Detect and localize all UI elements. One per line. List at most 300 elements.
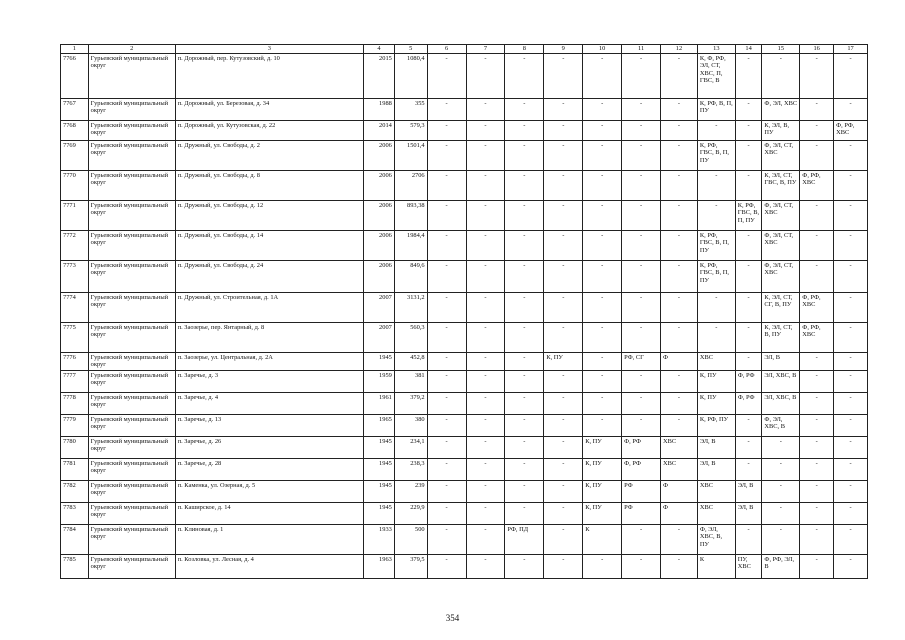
cell-okrug: Гурьевский муниципальный округ	[88, 322, 175, 352]
cell-c8: -	[505, 53, 544, 98]
cell-c6: -	[427, 98, 466, 120]
cell-area: 893,38	[394, 200, 427, 230]
cell-id: 7768	[61, 120, 89, 140]
cell-c6: -	[427, 458, 466, 480]
cell-c13: К, РФ, ГВС, В, П, ПУ	[697, 260, 735, 292]
cell-c7: -	[466, 292, 505, 322]
cell-c8: -	[505, 392, 544, 414]
cell-c12: -	[661, 292, 698, 322]
cell-c9: -	[544, 480, 583, 502]
cell-id: 7778	[61, 392, 89, 414]
cell-okrug: Гурьевский муниципальный округ	[88, 98, 175, 120]
cell-id: 7775	[61, 322, 89, 352]
cell-c16: -	[800, 480, 834, 502]
cell-c17: -	[834, 140, 868, 170]
cell-c11: -	[622, 53, 661, 98]
cell-c9: К, ПУ	[544, 352, 583, 370]
column-number-3: 3	[175, 45, 363, 54]
cell-year: 2006	[364, 230, 395, 260]
cell-area: 560,3	[394, 322, 427, 352]
cell-c6: -	[427, 352, 466, 370]
cell-c16: -	[800, 392, 834, 414]
cell-id: 7774	[61, 292, 89, 322]
column-number-11: 11	[622, 45, 661, 54]
cell-c10: -	[583, 53, 622, 98]
cell-c8: -	[505, 436, 544, 458]
cell-address: п. Каширское, д. 14	[175, 502, 363, 524]
cell-area: 3131,2	[394, 292, 427, 322]
cell-c10: -	[583, 230, 622, 260]
cell-c9: -	[544, 392, 583, 414]
cell-c15: -	[762, 458, 800, 480]
cell-address: п. Козловка, ул. Лесная, д. 4	[175, 554, 363, 578]
cell-okrug: Гурьевский муниципальный округ	[88, 120, 175, 140]
cell-c11: Ф, РФ	[622, 458, 661, 480]
cell-c10: К, ПУ	[583, 480, 622, 502]
cell-c11: -	[622, 392, 661, 414]
cell-okrug: Гурьевский муниципальный округ	[88, 370, 175, 392]
cell-c9: -	[544, 260, 583, 292]
cell-id: 7769	[61, 140, 89, 170]
cell-okrug: Гурьевский муниципальный округ	[88, 458, 175, 480]
cell-c14: -	[735, 292, 762, 322]
cell-c9: -	[544, 120, 583, 140]
cell-c9: -	[544, 200, 583, 230]
cell-c10: -	[583, 414, 622, 436]
cell-c15: К, ЭЛ, В, ПУ	[762, 120, 800, 140]
cell-year: 1963	[364, 554, 395, 578]
cell-c6: -	[427, 260, 466, 292]
cell-okrug: Гурьевский муниципальный округ	[88, 230, 175, 260]
cell-c8: -	[505, 502, 544, 524]
cell-address: п. Заречье, д. 13	[175, 414, 363, 436]
cell-c6: -	[427, 120, 466, 140]
cell-c10: -	[583, 292, 622, 322]
cell-c11: РФ	[622, 502, 661, 524]
cell-c8: -	[505, 458, 544, 480]
cell-c16: -	[800, 436, 834, 458]
cell-c9: -	[544, 98, 583, 120]
cell-c17: -	[834, 292, 868, 322]
cell-c16: -	[800, 230, 834, 260]
cell-c14: -	[735, 170, 762, 200]
table-row	[61, 392, 868, 414]
cell-c6: -	[427, 502, 466, 524]
cell-c10: -	[583, 140, 622, 170]
cell-year: 1945	[364, 458, 395, 480]
cell-year: 1961	[364, 392, 395, 414]
cell-c16: -	[800, 370, 834, 392]
column-number-17: 17	[834, 45, 868, 54]
cell-area: 380	[394, 414, 427, 436]
cell-c17: -	[834, 524, 868, 554]
cell-c6: -	[427, 524, 466, 554]
cell-c10: К, ПУ	[583, 458, 622, 480]
cell-area: 500	[394, 524, 427, 554]
column-number-10: 10	[583, 45, 622, 54]
column-number-9: 9	[544, 45, 583, 54]
cell-address: п. Заозерье, ул. Центральная, д. 2А	[175, 352, 363, 370]
column-number-6: 6	[427, 45, 466, 54]
cell-c13: -	[697, 120, 735, 140]
cell-okrug: Гурьевский муниципальный округ	[88, 170, 175, 200]
cell-c15: ЭЛ, ХВС, В	[762, 392, 800, 414]
cell-year: 1988	[364, 98, 395, 120]
cell-year: 1945	[364, 502, 395, 524]
cell-c7: -	[466, 200, 505, 230]
cell-c11: -	[622, 140, 661, 170]
cell-address: п. Заозерье, пер. Янтарный, д. 8	[175, 322, 363, 352]
cell-c16: -	[800, 502, 834, 524]
cell-c7: -	[466, 260, 505, 292]
cell-c13: К, Ф, РФ, ЭЛ, СТ, ХВС, П, ГВС, В	[697, 53, 735, 98]
column-number-5: 5	[394, 45, 427, 54]
cell-c15: К, ЭЛ, СТ, В, ПУ	[762, 322, 800, 352]
cell-year: 1945	[364, 352, 395, 370]
cell-c14: ПУ, ХВС	[735, 554, 762, 578]
cell-id: 7776	[61, 352, 89, 370]
cell-c13: -	[697, 200, 735, 230]
cell-c17: -	[834, 554, 868, 578]
cell-c16: -	[800, 352, 834, 370]
cell-id: 7784	[61, 524, 89, 554]
cell-c15: ЭЛ, В	[762, 352, 800, 370]
cell-okrug: Гурьевский муниципальный округ	[88, 554, 175, 578]
cell-c14: -	[735, 260, 762, 292]
cell-c17: -	[834, 392, 868, 414]
cell-c7: -	[466, 502, 505, 524]
cell-c9: -	[544, 322, 583, 352]
cell-c15: -	[762, 480, 800, 502]
cell-address: п. Заречье, д. 28	[175, 458, 363, 480]
cell-c14: -	[735, 120, 762, 140]
cell-c13: -	[697, 170, 735, 200]
cell-c13: ХВС	[697, 352, 735, 370]
cell-address: п. Каменка, ул. Озерная, д. 5	[175, 480, 363, 502]
cell-c12: -	[661, 200, 698, 230]
table-row	[61, 292, 868, 322]
cell-okrug: Гурьевский муниципальный округ	[88, 200, 175, 230]
cell-okrug: Гурьевский муниципальный округ	[88, 524, 175, 554]
cell-c12: ХВС	[661, 436, 698, 458]
cell-c13: Ф, ЭЛ, ХВС, В, ПУ	[697, 524, 735, 554]
cell-address: п. Заречье, д. 3	[175, 370, 363, 392]
cell-c16: -	[800, 554, 834, 578]
cell-year: 2007	[364, 292, 395, 322]
cell-okrug: Гурьевский муниципальный округ	[88, 292, 175, 322]
cell-c6: -	[427, 230, 466, 260]
column-number-row	[61, 45, 868, 54]
table-row	[61, 260, 868, 292]
table-row	[61, 200, 868, 230]
cell-okrug: Гурьевский муниципальный округ	[88, 480, 175, 502]
cell-c7: -	[466, 170, 505, 200]
cell-c16: -	[800, 458, 834, 480]
cell-c14: ЭЛ, В	[735, 502, 762, 524]
cell-okrug: Гурьевский муниципальный округ	[88, 352, 175, 370]
cell-c15: -	[762, 53, 800, 98]
cell-id: 7777	[61, 370, 89, 392]
cell-address: п. Дружный, ул. Свободы, д. 2	[175, 140, 363, 170]
cell-c16: -	[800, 200, 834, 230]
cell-c6: -	[427, 53, 466, 98]
cell-c17: -	[834, 322, 868, 352]
cell-area: 1080,4	[394, 53, 427, 98]
cell-c12: -	[661, 260, 698, 292]
cell-okrug: Гурьевский муниципальный округ	[88, 502, 175, 524]
cell-year: 2006	[364, 170, 395, 200]
cell-address: п. Дружный, ул. Свободы, д. 24	[175, 260, 363, 292]
cell-c16: -	[800, 120, 834, 140]
cell-c9: -	[544, 458, 583, 480]
cell-c14: -	[735, 436, 762, 458]
cell-c9: -	[544, 230, 583, 260]
cell-c8: РФ, ПД	[505, 524, 544, 554]
cell-c7: -	[466, 53, 505, 98]
table-row	[61, 322, 868, 352]
cell-c6: -	[427, 322, 466, 352]
table-body	[61, 53, 868, 578]
cell-c13: ЭЛ, В	[697, 436, 735, 458]
cell-c8: -	[505, 170, 544, 200]
cell-area: 379,2	[394, 392, 427, 414]
cell-c7: -	[466, 322, 505, 352]
cell-address: п. Дружный, ул. Свободы, д. 12	[175, 200, 363, 230]
cell-c11: -	[622, 554, 661, 578]
cell-c17: -	[834, 230, 868, 260]
column-number-13: 13	[697, 45, 735, 54]
cell-c12: -	[661, 140, 698, 170]
cell-address: п. Дружный, ул. Свободы, д. 14	[175, 230, 363, 260]
cell-c11: -	[622, 98, 661, 120]
column-number-15: 15	[762, 45, 800, 54]
cell-c7: -	[466, 98, 505, 120]
cell-c7: -	[466, 414, 505, 436]
table-row	[61, 98, 868, 120]
cell-id: 7770	[61, 170, 89, 200]
cell-c10: -	[583, 120, 622, 140]
cell-id: 7767	[61, 98, 89, 120]
cell-c13: -	[697, 322, 735, 352]
table-row	[61, 170, 868, 200]
cell-c15: -	[762, 524, 800, 554]
column-number-2: 2	[88, 45, 175, 54]
cell-c13: К, РФ, ПУ	[697, 414, 735, 436]
cell-c17: Ф, РФ, ХВС	[834, 120, 868, 140]
cell-c15: Ф, ЭЛ, СТ, ХВС	[762, 200, 800, 230]
cell-c17: -	[834, 436, 868, 458]
cell-c14: -	[735, 140, 762, 170]
cell-c11: -	[622, 170, 661, 200]
cell-year: 1959	[364, 370, 395, 392]
cell-address: п. Заречье, д. 26	[175, 436, 363, 458]
cell-address: п. Заречье, д. 4	[175, 392, 363, 414]
cell-c10: -	[583, 370, 622, 392]
cell-area: 229,9	[394, 502, 427, 524]
cell-c13: ХВС	[697, 502, 735, 524]
cell-c10: -	[583, 260, 622, 292]
table-row	[61, 120, 868, 140]
cell-c15: Ф, ЭЛ, СТ, ХВС	[762, 140, 800, 170]
cell-c6: -	[427, 554, 466, 578]
cell-c17: -	[834, 98, 868, 120]
cell-address: п. Дружный, ул. Свободы, д. 8	[175, 170, 363, 200]
cell-c17: -	[834, 53, 868, 98]
cell-area: 2706	[394, 170, 427, 200]
cell-c11: -	[622, 230, 661, 260]
cell-c16: -	[800, 524, 834, 554]
table-row	[61, 480, 868, 502]
cell-c6: -	[427, 292, 466, 322]
page-number: 354	[445, 613, 460, 623]
cell-area: 355	[394, 98, 427, 120]
cell-area: 381	[394, 370, 427, 392]
cell-c10: -	[583, 170, 622, 200]
cell-c17: -	[834, 502, 868, 524]
cell-year: 2006	[364, 260, 395, 292]
cell-c15: Ф, ЭЛ, СТ, ХВС	[762, 260, 800, 292]
cell-c6: -	[427, 436, 466, 458]
table-row	[61, 502, 868, 524]
cell-okrug: Гурьевский муниципальный округ	[88, 414, 175, 436]
cell-id: 7782	[61, 480, 89, 502]
cell-c16: -	[800, 98, 834, 120]
cell-c12: -	[661, 414, 698, 436]
cell-c9: -	[544, 292, 583, 322]
cell-c11: -	[622, 260, 661, 292]
cell-c12: Ф	[661, 502, 698, 524]
table-row	[61, 524, 868, 554]
cell-c10: -	[583, 322, 622, 352]
cell-c11: -	[622, 200, 661, 230]
table-row	[61, 352, 868, 370]
cell-c13: К, ПУ	[697, 370, 735, 392]
cell-id: 7766	[61, 53, 89, 98]
cell-c8: -	[505, 554, 544, 578]
cell-c10: -	[583, 392, 622, 414]
cell-c6: -	[427, 200, 466, 230]
cell-c16: Ф, РФ, ХВС	[800, 322, 834, 352]
cell-c8: -	[505, 200, 544, 230]
cell-c7: -	[466, 458, 505, 480]
cell-year: 1965	[364, 414, 395, 436]
cell-c11: РФ, СГ	[622, 352, 661, 370]
cell-c12: -	[661, 98, 698, 120]
cell-c17: -	[834, 480, 868, 502]
cell-c15: К, ЭЛ, СТ, СГ, В, ПУ	[762, 292, 800, 322]
cell-address: п. Дружный, ул. Строительная, д. 1А	[175, 292, 363, 322]
cell-c16: -	[800, 414, 834, 436]
table-row	[61, 458, 868, 480]
cell-c10: -	[583, 98, 622, 120]
column-number-1: 1	[61, 45, 89, 54]
table-row	[61, 370, 868, 392]
cell-okrug: Гурьевский муниципальный округ	[88, 436, 175, 458]
cell-c6: -	[427, 480, 466, 502]
cell-c8: -	[505, 352, 544, 370]
cell-c16: -	[800, 260, 834, 292]
column-number-16: 16	[800, 45, 834, 54]
cell-c12: -	[661, 370, 698, 392]
cell-c15: Ф, ЭЛ, СТ, ХВС	[762, 230, 800, 260]
cell-address: п. Дорожный, ул. Березовая, д. 34	[175, 98, 363, 120]
cell-area: 1984,4	[394, 230, 427, 260]
column-number-8: 8	[505, 45, 544, 54]
cell-c16: -	[800, 140, 834, 170]
cell-area: 379,5	[394, 554, 427, 578]
cell-c17: -	[834, 370, 868, 392]
cell-c16: Ф, РФ, ХВС	[800, 292, 834, 322]
cell-c12: Ф	[661, 480, 698, 502]
cell-c9: -	[544, 414, 583, 436]
cell-c9: -	[544, 554, 583, 578]
cell-year: 2015	[364, 53, 395, 98]
cell-c8: -	[505, 260, 544, 292]
cell-c7: -	[466, 120, 505, 140]
housing-register-table	[60, 44, 868, 579]
cell-c13: К, РФ, ГВС, В, П, ПУ	[697, 230, 735, 260]
cell-c10: К, ПУ	[583, 502, 622, 524]
cell-c11: -	[622, 322, 661, 352]
cell-c6: -	[427, 392, 466, 414]
cell-okrug: Гурьевский муниципальный округ	[88, 140, 175, 170]
cell-c8: -	[505, 98, 544, 120]
cell-area: 1501,4	[394, 140, 427, 170]
table-header	[61, 45, 868, 54]
cell-id: 7780	[61, 436, 89, 458]
cell-area: 452,8	[394, 352, 427, 370]
cell-area: 579,3	[394, 120, 427, 140]
cell-c6: -	[427, 414, 466, 436]
cell-c9: -	[544, 502, 583, 524]
cell-c17: -	[834, 170, 868, 200]
cell-c15: -	[762, 502, 800, 524]
cell-c7: -	[466, 554, 505, 578]
cell-area: 238,3	[394, 458, 427, 480]
cell-c9: -	[544, 170, 583, 200]
cell-c14: К, РФ, ГВС, В, П, ПУ	[735, 200, 762, 230]
cell-c14: ЭЛ, В	[735, 480, 762, 502]
table-row	[61, 436, 868, 458]
cell-c9: -	[544, 436, 583, 458]
column-number-7: 7	[466, 45, 505, 54]
cell-c8: -	[505, 370, 544, 392]
cell-c7: -	[466, 392, 505, 414]
cell-c12: -	[661, 322, 698, 352]
cell-c12: -	[661, 170, 698, 200]
cell-area: 239	[394, 480, 427, 502]
cell-area: 234,1	[394, 436, 427, 458]
cell-c8: -	[505, 322, 544, 352]
cell-c14: -	[735, 230, 762, 260]
cell-c14: Ф, РФ	[735, 370, 762, 392]
cell-c17: -	[834, 200, 868, 230]
cell-year: 1933	[364, 524, 395, 554]
cell-c12: -	[661, 392, 698, 414]
cell-c13: ХВС	[697, 480, 735, 502]
cell-c7: -	[466, 352, 505, 370]
cell-id: 7771	[61, 200, 89, 230]
cell-c8: -	[505, 140, 544, 170]
cell-c14: -	[735, 53, 762, 98]
cell-c7: -	[466, 524, 505, 554]
cell-c13: К, РФ, ГВС, В, П, ПУ	[697, 140, 735, 170]
cell-c7: -	[466, 230, 505, 260]
table-row	[61, 554, 868, 578]
cell-c12: Ф	[661, 352, 698, 370]
column-number-14: 14	[735, 45, 762, 54]
cell-id: 7773	[61, 260, 89, 292]
